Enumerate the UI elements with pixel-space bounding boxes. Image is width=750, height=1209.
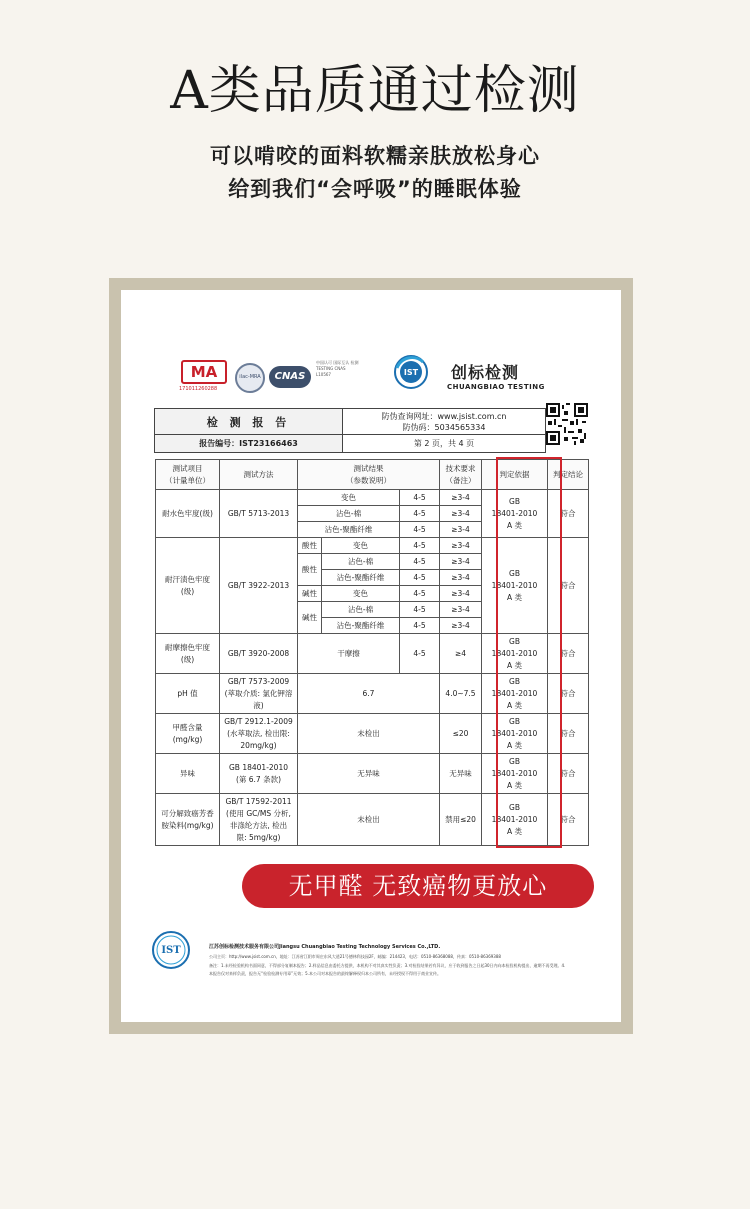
cell-result: 4-5 — [400, 570, 440, 586]
ist-footer-logo-text: IST — [161, 945, 181, 956]
header-test-result: 测试结果 （参数说明） — [298, 460, 440, 490]
header-conclusion: 判定结论 — [548, 460, 589, 490]
cell-basis: GB 18401-2010 A 类 — [482, 674, 548, 714]
cell-item: 耐摩擦色牢度 (级) — [156, 634, 220, 674]
report-query-info — [343, 409, 546, 435]
cell-group: 酸性 — [298, 554, 322, 586]
header-requirement: 技术要求 （备注） — [440, 460, 482, 490]
cell-result: 4-5 — [400, 522, 440, 538]
cell-item: 耐汗渍色牢度 (级) — [156, 538, 220, 634]
cell-conclusion: 符合 — [548, 538, 589, 634]
cell-conclusion: 符合 — [548, 754, 589, 794]
cell-basis: GB 18401-2010 A 类 — [482, 490, 548, 538]
cell-req: 4.0~7.5 — [440, 674, 482, 714]
report-query-site: 防伪查询网址：www.jsist.com.cn — [381, 411, 507, 421]
footer-line1: 公司主页：http://www.jsist.com.cn，地址：江苏省江阴市周庄东风大道21号德林科技园2F，邮编：214423，电话：0510-86368088，传真：0510-86369388 — [209, 954, 501, 959]
cell-item: 耐水色牢度(级) — [156, 490, 220, 538]
cell-sub: 变色 — [298, 490, 400, 506]
cell-conclusion: 符合 — [548, 794, 589, 846]
cell-group: 碱性 — [298, 602, 322, 634]
ist-footer-logo-icon — [151, 930, 191, 970]
cell-result: 未检出 — [298, 794, 440, 846]
report-page: 第 2 页，共 4 页 — [343, 435, 546, 453]
cell-basis: GB 18401-2010 A 类 — [482, 794, 548, 846]
cell-method: GB/T 7573-2009 (萃取介质: 氯化钾溶液) — [220, 674, 298, 714]
cell-req: ≥3-4 — [440, 490, 482, 506]
cnas-accreditation-text: 中国认可 国际互认 检测 TESTING CNAS L10567 — [316, 360, 359, 377]
cell-result: 未检出 — [298, 714, 440, 754]
hero-subtitle-line1: 可以啃咬的面料软糯亲肤放松身心 — [210, 144, 540, 168]
hero-title: A类品质通过检测 — [170, 61, 580, 121]
cell-result: 4-5 — [400, 506, 440, 522]
cell-req: ≥3-4 — [440, 586, 482, 602]
header-basis: 判定依据 — [482, 460, 548, 490]
test-results-table — [155, 459, 589, 846]
cell-basis: GB 18401-2010 A 类 — [482, 634, 548, 674]
footer-line2: 备注：1.未经检验机构书面同意，不得部分复制本报告；2.样品信息由委托方提供，本机构不对其真实性负责；3.对检验结果若有异议，应于收到报告之日起30日内向本检验机构提出，逾期不再受理。4. — [209, 963, 566, 968]
cell-result: 4-5 — [400, 490, 440, 506]
cell-result: 4-5 — [400, 618, 440, 634]
cell-sub: 沾色-聚酯纤维 — [298, 522, 400, 538]
table-row — [156, 538, 589, 554]
cell-sub: 变色 — [322, 586, 400, 602]
footer-company: 江苏创标检测技术服务有限公司Jiangsu Chuangbiao Testing Technology Services Co.,LTD. — [209, 944, 441, 950]
cell-method: GB/T 2912.1-2009 (水萃取法, 检出限: 20mg/kg) — [220, 714, 298, 754]
cell-conclusion: 符合 — [548, 714, 589, 754]
cell-basis: GB 18401-2010 A 类 — [482, 714, 548, 754]
cell-sub: 沾色-棉 — [298, 506, 400, 522]
cell-req: ≥3-4 — [440, 522, 482, 538]
cell-req: 禁用≤20 — [440, 794, 482, 846]
header-test-item: 测试项目 （计量单位） — [156, 460, 220, 490]
cell-method: GB/T 3920-2008 — [220, 634, 298, 674]
cell-req: ≥3-4 — [440, 554, 482, 570]
cell-item: 甲醛含量 (mg/kg) — [156, 714, 220, 754]
cell-result: 4-5 — [400, 538, 440, 554]
cell-conclusion: 符合 — [548, 490, 589, 538]
ilac-mra-label: ilac-MRA — [239, 374, 261, 380]
ist-logo-text: IST — [403, 368, 419, 377]
ist-logo-icon — [393, 354, 429, 390]
table-row — [156, 634, 589, 674]
header-test-method: 测试方法 — [220, 460, 298, 490]
cell-method: GB/T 3922-2013 — [220, 538, 298, 634]
report-title: 检 测 报 告 — [155, 409, 343, 435]
cnas-logo: CNAS — [269, 366, 311, 388]
cell-item: 异味 — [156, 754, 220, 794]
table-row — [156, 714, 589, 754]
cell-sub: 沾色-棉 — [322, 602, 400, 618]
cell-req: ≥3-4 — [440, 506, 482, 522]
cell-sub: 干摩擦 — [298, 634, 400, 674]
test-report-document — [121, 290, 621, 1022]
table-row — [156, 490, 589, 506]
hero-subtitle-line2: 给到我们“会呼吸”的睡眠体验 — [228, 177, 522, 201]
cell-group: 碱性 — [298, 586, 322, 602]
promo-banner: 无甲醛 无致癌物更放心 — [242, 864, 594, 908]
cell-sub: 变色 — [322, 538, 400, 554]
report-query-code: 防伪码：5034565334 — [402, 422, 486, 432]
cell-method: GB 18401-2010 (第 6.7 条款) — [220, 754, 298, 794]
footer-line3: 本报告仅对来样负责，报告无“检验检测专用章”无效；5.本公司对本报告的最终解释权归本公司所有，未经授权不得用于商业宣传。 — [209, 971, 441, 976]
cell-basis: GB 18401-2010 A 类 — [482, 754, 548, 794]
cell-sub: 沾色-聚酯纤维 — [322, 570, 400, 586]
cell-result: 4-5 — [400, 602, 440, 618]
certificate-frame — [109, 278, 633, 1034]
cell-req: 无异味 — [440, 754, 482, 794]
report-header-table — [154, 408, 546, 453]
cell-req: ≥3-4 — [440, 570, 482, 586]
company-name-en: CHUANGBIAO TESTING — [447, 383, 545, 391]
cma-number: 171011260288 — [179, 386, 218, 392]
table-row — [156, 754, 589, 794]
qr-code-icon — [546, 403, 588, 445]
cell-result: 无异味 — [298, 754, 440, 794]
cell-basis: GB 18401-2010 A 类 — [482, 538, 548, 634]
cell-conclusion: 符合 — [548, 674, 589, 714]
cell-item: 可分解致癌芳香 胺染料(mg/kg) — [156, 794, 220, 846]
table-row — [156, 794, 589, 846]
cell-sub: 沾色-聚酯纤维 — [322, 618, 400, 634]
cell-method: GB/T 17592-2011 (使用 GC/MS 分析, 非涤纶方法, 检出 限: 5mg/kg) — [220, 794, 298, 846]
cell-req: ≤20 — [440, 714, 482, 754]
cell-req: ≥3-4 — [440, 538, 482, 554]
cell-req: ≥3-4 — [440, 602, 482, 618]
cma-logo: MA — [181, 360, 227, 384]
cell-conclusion: 符合 — [548, 634, 589, 674]
cell-result: 4-5 — [400, 554, 440, 570]
table-row — [156, 674, 589, 714]
cell-req: ≥3-4 — [440, 618, 482, 634]
cell-method: GB/T 5713-2013 — [220, 490, 298, 538]
cell-req: ≥4 — [440, 634, 482, 674]
cell-result: 4-5 — [400, 634, 440, 674]
report-number: 报告编号：IST23166463 — [155, 435, 343, 453]
company-name-cn: 创标检测 — [451, 363, 520, 382]
cell-result: 4-5 — [400, 586, 440, 602]
cell-result: 6.7 — [298, 674, 440, 714]
cell-group: 酸性 — [298, 538, 322, 554]
cell-item: pH 值 — [156, 674, 220, 714]
cell-sub: 沾色-棉 — [322, 554, 400, 570]
